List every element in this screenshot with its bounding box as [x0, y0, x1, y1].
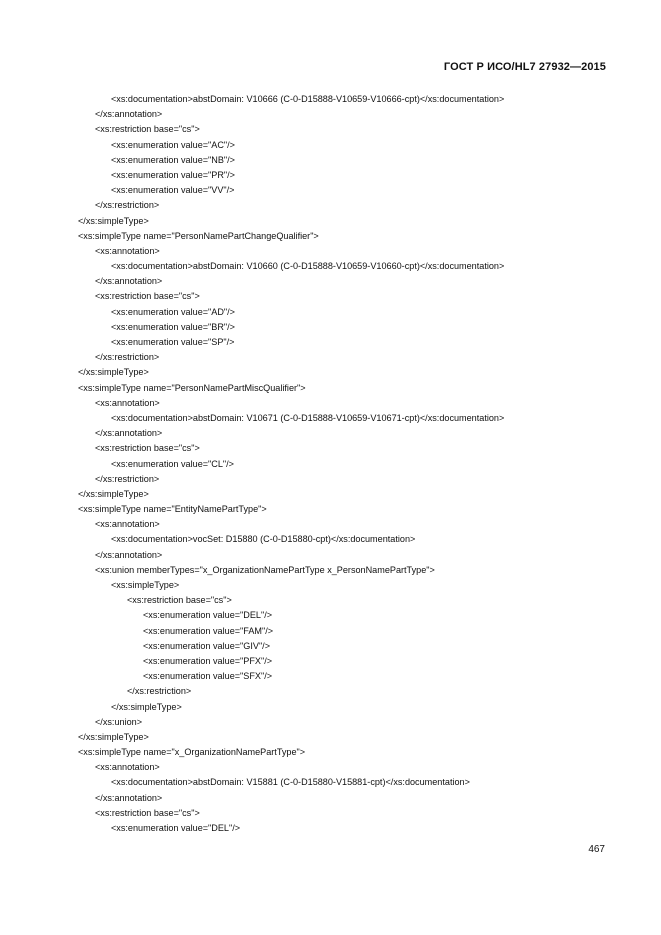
- code-line: </xs:simpleType>: [78, 367, 149, 378]
- code-line: <xs:annotation>: [95, 762, 160, 773]
- code-line: <xs:union memberTypes="x_OrganizationNamePartType x_PersonNamePartType">: [95, 564, 435, 575]
- code-line: <xs:enumeration value="DEL"/>: [111, 823, 241, 833]
- code-line: </xs:restriction>: [127, 686, 192, 697]
- code-line: </xs:union>: [95, 716, 143, 727]
- page-number: 467: [588, 844, 605, 855]
- code-line: <xs:restriction base="cs">: [95, 291, 200, 302]
- code-line: <xs:enumeration value="PFX"/>: [143, 655, 273, 666]
- code-line: <xs:enumeration value="VV"/>: [111, 185, 235, 196]
- code-line: <xs:simpleType>: [111, 580, 180, 590]
- code-line: <xs:documentation>abstDomain: V15881 (C-0-D15880-V15881-cpt)</xs:documentation>: [111, 777, 470, 788]
- code-line: <xs:simpleType name="EntityNamePartType">: [78, 504, 267, 515]
- code-line: <xs:restriction base="cs">: [95, 443, 200, 454]
- document-header: ГОСТ Р ИСО/HL7 27932—2015: [443, 61, 606, 73]
- code-line: </xs:simpleType>: [78, 215, 149, 226]
- code-line: </xs:annotation>: [95, 428, 163, 439]
- code-line: </xs:restriction>: [95, 473, 160, 484]
- code-line: <xs:enumeration value="CL"/>: [111, 458, 234, 469]
- code-line: <xs:simpleType name="x_OrganizationNamePartType">: [78, 747, 306, 758]
- code-line: </xs:simpleType>: [78, 731, 149, 742]
- code-line: <xs:enumeration value="GIV"/>: [143, 640, 271, 651]
- code-line: <xs:simpleType name="PersonNamePartChangeQualifier">: [78, 230, 319, 241]
- code-line: <xs:enumeration value="DEL"/>: [143, 610, 273, 621]
- code-line: <xs:enumeration value="NB"/>: [111, 154, 235, 165]
- code-line: </xs:simpleType>: [78, 488, 149, 499]
- code-line: <xs:enumeration value="FAM"/>: [143, 625, 274, 636]
- code-line: <xs:enumeration value="SP"/>: [111, 337, 235, 347]
- code-line: <xs:annotation>: [95, 519, 160, 530]
- code-line: </xs:restriction>: [95, 352, 160, 363]
- code-line: <xs:restriction base="cs">: [127, 595, 232, 606]
- code-line: <xs:enumeration value="AC"/>: [111, 139, 235, 150]
- code-line: <xs:documentation>abstDomain: V10660 (C-0-D15888-V10659-V10660-cpt)</xs:documentation>: [111, 261, 505, 272]
- code-line: <xs:annotation>: [95, 397, 160, 408]
- code-line: <xs:annotation>: [95, 245, 160, 256]
- code-line: <xs:documentation>abstDomain: V10671 (C-0-D15888-V10659-V10671-cpt)</xs:documentation>: [111, 412, 505, 423]
- code-line: <xs:simpleType name="PersonNamePartMiscQualifier">: [78, 382, 306, 393]
- code-line: </xs:annotation>: [95, 549, 163, 560]
- xml-schema-code-block: [78, 92, 621, 836]
- code-line: <xs:restriction base="cs">: [95, 807, 200, 818]
- code-line: <xs:restriction base="cs">: [95, 124, 200, 135]
- code-line: </xs:annotation>: [95, 792, 163, 803]
- code-line: </xs:restriction>: [95, 200, 160, 211]
- code-line: <xs:enumeration value="BR"/>: [111, 321, 235, 332]
- code-line: </xs:annotation>: [95, 109, 163, 120]
- code-line: <xs:enumeration value="SFX"/>: [143, 671, 273, 682]
- code-line: </xs:simpleType>: [111, 701, 182, 712]
- code-line: <xs:documentation>vocSet: D15880 (C-0-D15880-cpt)</xs:documentation>: [111, 534, 416, 545]
- code-line: <xs:enumeration value="PR"/>: [111, 169, 235, 180]
- code-line: <xs:documentation>abstDomain: V10666 (C-0-D15888-V10659-V10666-cpt)</xs:documentation>: [111, 94, 505, 104]
- code-line: </xs:annotation>: [95, 276, 163, 287]
- code-line: <xs:enumeration value="AD"/>: [111, 306, 235, 317]
